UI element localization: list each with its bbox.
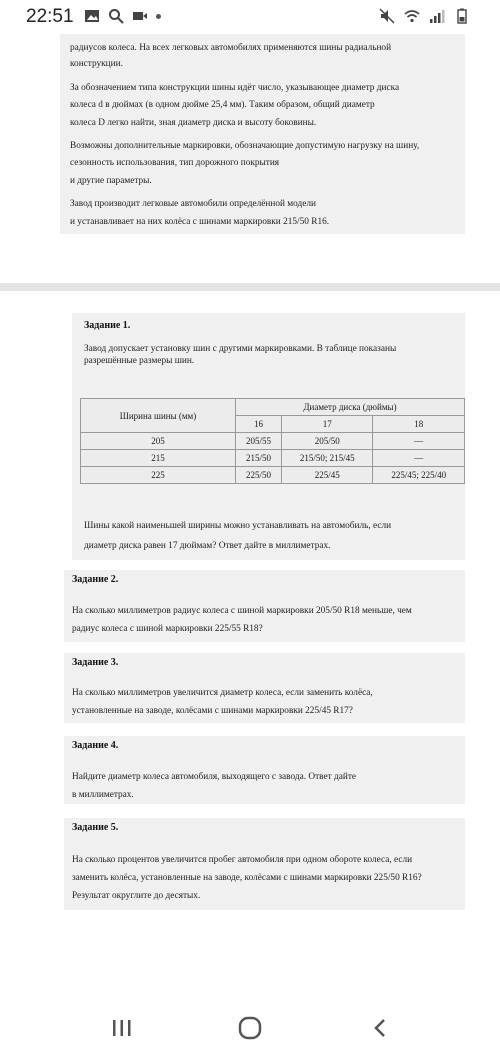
intro-line: и устанавливает на них колёса с шинами маркировки 215/50 R16.	[70, 217, 330, 227]
size-cell: 205/55	[236, 433, 282, 450]
search-icon	[108, 8, 124, 24]
task1-text: Завод допускает установку шин с другими маркировками. В таблице показаны	[84, 344, 397, 354]
image-icon	[84, 8, 100, 24]
task2-text: радиус колеса с шиной маркировки 225/55 R18?	[72, 624, 263, 634]
diameter-header: Диаметр диска (дюймы)	[236, 399, 465, 416]
intro-line: колеса d в дюймах (в одном дюйме 25,4 мм). Таким образом, общий диаметр	[70, 100, 375, 110]
task3-heading: Задание 3.	[72, 657, 119, 668]
back-button[interactable]	[366, 1014, 394, 1042]
task5-text: Результат округлите до десятых.	[72, 891, 201, 901]
width-cell: 205	[81, 433, 236, 450]
intro-line: За обозначением типа конструкции шины идёт число, указывающее диаметр диска	[70, 83, 400, 93]
intro-line: и другие параметры.	[70, 176, 152, 186]
task1-heading: Задание 1.	[84, 320, 131, 331]
home-icon	[237, 1015, 263, 1041]
back-icon	[369, 1017, 391, 1039]
video-icon	[132, 8, 148, 24]
width-cell: 215	[81, 450, 236, 467]
task1-question: Шины какой наименьшей ширины можно устанавливать на автомобиль, если	[84, 521, 392, 531]
diameter-value: 18	[373, 416, 465, 433]
table-header-row	[81, 399, 465, 416]
task5-text: заменить колёса, установленные на заводе, колёсами с шинами маркировки 225/50 R16?	[72, 873, 422, 883]
page-divider	[0, 283, 500, 291]
intro-line: Завод производит легковые автомобили определённой модели	[70, 199, 317, 209]
size-cell: 215/50; 215/45	[281, 450, 373, 467]
task4-text: в миллиметрах.	[72, 790, 134, 800]
size-cell: 225/45	[281, 467, 373, 484]
intro-line: Возможны дополнительные маркировки, обозначающие допустимую нагрузку на шину,	[70, 141, 420, 151]
size-cell: 225/45; 225/40	[373, 467, 465, 484]
diameter-value: 16	[236, 416, 282, 433]
home-button[interactable]	[236, 1014, 264, 1042]
task2-heading: Задание 2.	[72, 574, 119, 585]
status-icons-left	[84, 8, 161, 24]
width-cell: 225	[81, 467, 236, 484]
intro-line: сезонность использования, тип дорожного покрытия	[70, 158, 280, 168]
table-row	[81, 450, 465, 467]
tire-sizes-table	[80, 398, 465, 484]
signal-icon	[429, 8, 445, 24]
battery-icon	[454, 8, 470, 24]
task4-text: Найдите диаметр колеса автомобиля, выходящего с завода. Ответ дайте	[72, 772, 357, 782]
size-cell: 215/50	[236, 450, 282, 467]
task3-text: На сколько миллиметров увеличится диаметр колеса, если заменить колёса,	[72, 688, 373, 698]
dot-icon	[156, 14, 161, 19]
task5-heading: Задание 5.	[72, 822, 119, 833]
intro-line: колеса D легко найти, зная диаметр диска и высоту боковины.	[70, 118, 317, 128]
status-bar	[0, 0, 500, 34]
task5-text: На сколько процентов увеличится пробег автомобиля при одном обороте колеса, если	[72, 855, 413, 865]
intro-line: конструкции.	[70, 59, 123, 69]
intro-line: радиусов колеса. На всех легковых автомобилях применяются шины радиальной	[70, 43, 392, 53]
recent-apps-button[interactable]	[108, 1014, 136, 1042]
wifi-icon	[404, 8, 420, 24]
mute-icon	[379, 8, 395, 24]
size-cell: 225/50	[236, 467, 282, 484]
width-header: Ширина шины (мм)	[81, 399, 236, 433]
table-row	[81, 433, 465, 450]
task1-question: диаметр диска равен 17 дюймам? Ответ дайте в миллиметрах.	[84, 541, 331, 551]
task2-text: На сколько миллиметров радиус колеса с шиной маркировки 205/50 R18 меньше, чем	[72, 606, 412, 616]
diameter-value: 17	[281, 416, 373, 433]
task4-heading: Задание 4.	[72, 740, 119, 751]
status-time: 22:51	[26, 6, 74, 27]
status-icons-right	[379, 8, 470, 24]
recent-apps-icon	[111, 1018, 133, 1038]
navigation-bar	[0, 1000, 500, 1055]
task1-text: разрешённые размеры шин.	[84, 356, 195, 366]
size-cell: —	[373, 450, 465, 467]
size-cell: 205/50	[281, 433, 373, 450]
table-row	[81, 467, 465, 484]
size-cell: —	[373, 433, 465, 450]
task3-text: установленные на заводе, колёсами с шинами маркировки 225/45 R17?	[72, 706, 353, 716]
